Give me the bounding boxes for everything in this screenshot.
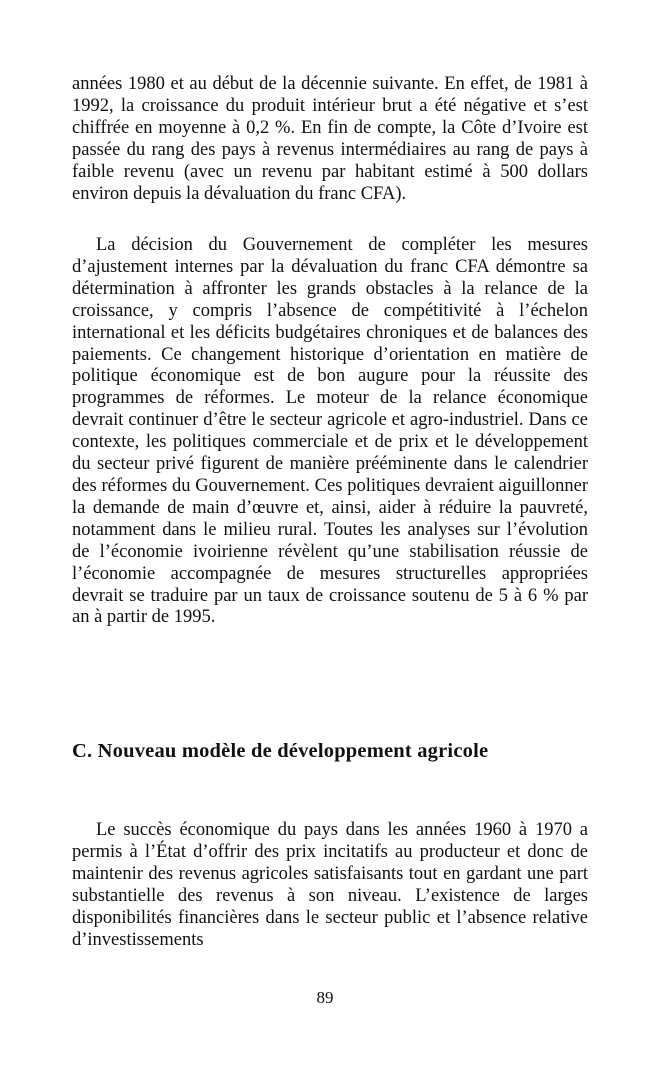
section-heading: C. Nouveau modèle de développement agricole <box>72 740 489 762</box>
paragraph-economic-success: Le succès économique du pays dans les années 1960 à 1970 a permis à l’État d’offrir des prix incitatifs au producteur et donc de maintenir des revenus agricoles satisfaisants tout en gardant une part substantielle des revenus à son niveau. L’existence de larges disponibilités financières dans le secteur public et l’absence relative d’investissements <box>72 820 588 950</box>
paragraph-devaluation-reforms: La décision du Gouvernement de compléter les mesures d’ajustement internes par la dévaluation du franc CFA démontre sa détermination à affronter les grands obstacles à la relance de la croissance, y compris l’absence de compétitivité à l’échelon international et les déficits budgétaires chroniques et de balances des paiements. Ce changement historique d’orientation en matière de politique économique est de bon augure pour la réussite des programmes de réformes. Le moteur de la relance économique devrait continuer d’être le secteur agricole et agro-industriel. Dans ce contexte, les politiques commerciale et de prix et le développement du secteur privé figurent de manière prééminente dans le calendrier des réformes du Gouvernement. Ces politiques devraient aiguillonner la demande de main d’œuvre et, ainsi, aider à réduire la pauvreté, notamment dans le milieu rural. Toutes les analyses sur l’évolution de l’économie ivoirienne révèlent qu’une stabilisation réussie de l’économie accompagnée de mesures structurelles appropriées devrait se traduire par un taux de croissance soutenu de 5 à 6 % par an à partir de 1995. <box>72 235 588 628</box>
paragraph-gdp-decline: années 1980 et au début de la décennie suivante. En effet, de 1981 à 1992, la croissance du produit intérieur brut a été négative et s’est chiffrée en moyenne à 0,2 %. En fin de compte, la Côte d’Ivoire est passée du rang des pays à revenus intermédiaires au rang de pays à faible revenu (avec un revenu par habitant estimé à 500 dollars environ depuis la dévaluation du franc CFA). <box>72 74 588 204</box>
page-number: 89 <box>316 988 334 1007</box>
